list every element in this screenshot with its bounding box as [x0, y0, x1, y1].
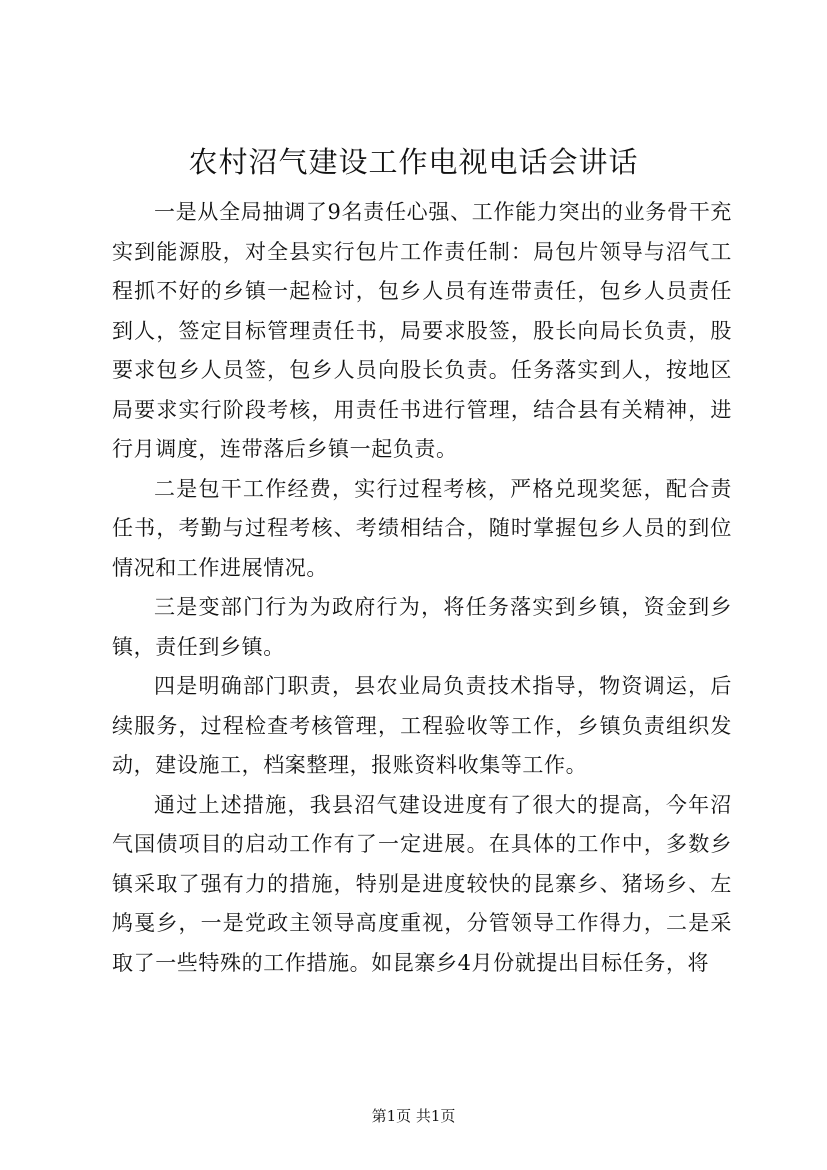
paragraph-2: 二是包干工作经费，实行过程考核，严格兑现奖惩，配合责任书，考勤与过程考核、考绩相结合，随时掌握包乡人员的到位情况和工作进展情况。: [112, 476, 732, 580]
page-footer: 第1页 共1页: [371, 1107, 456, 1125]
document-body: [112, 193, 732, 983]
paragraph-1: 一是从全局抽调了9名责任心强、工作能力突出的业务骨干充实到能源股，对全县实行包片工作责任制：局包片领导与沼气工程抓不好的乡镇一起检讨，包乡人员有连带责任，包乡人员责任到人，签定目标管理责任书，局要求股签，股长向局长负责，股要求包乡人员签，包乡人员向股长负责。任务落实到人，按地区局要求实行阶段考核，用责任书进行管理，结合县有关精神，进行月调度，连带落后乡镇一起负责。: [112, 200, 732, 461]
paragraph-3: 三是变部门行为为政府行为，将任务落实到乡镇，资金到乡镇，责任到乡镇。: [112, 595, 732, 659]
paragraph-5: 通过上述措施，我县沼气建设进度有了很大的提高，今年沼气国债项目的启动工作有了一定进展。在具体的工作中，多数乡镇采取了强有力的措施，特别是进度较快的昆寨乡、猪场乡、左鸠戛乡，一是党政主领导高度重视，分管领导工作得力，二是采取了一些特殊的工作措施。如昆寨乡4月份就提出目标任务，将: [112, 792, 732, 975]
document-title: 农村沼气建设工作电视电话会讲话: [188, 145, 639, 179]
paragraph-4: 四是明确部门职责，县农业局负责技术指导，物资调运，后续服务，过程检查考核管理，工程验收等工作，乡镇负责组织发动，建设施工，档案整理，报账资料收集等工作。: [112, 674, 732, 777]
